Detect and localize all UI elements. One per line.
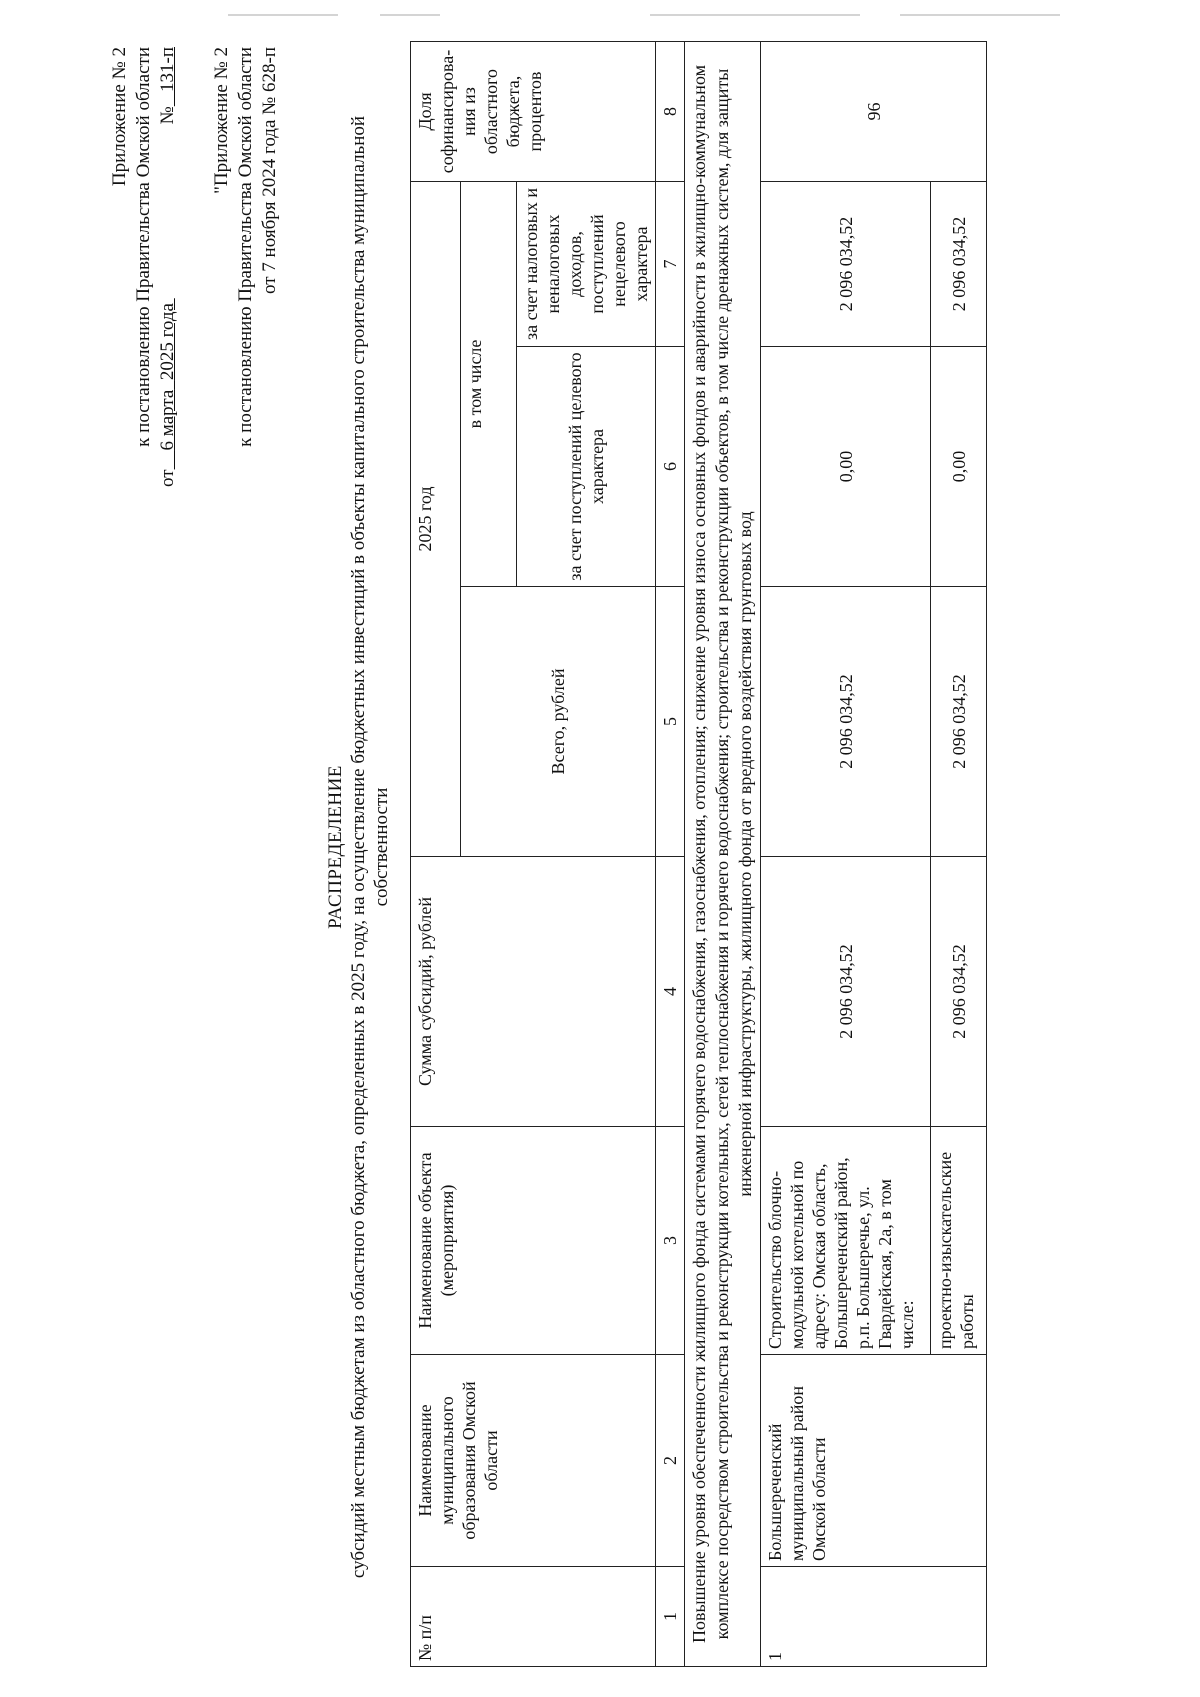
column-number: 6 (656, 347, 685, 587)
distribution-table (410, 41, 987, 1667)
appendix-number: 131-п (157, 47, 178, 92)
table-row (761, 42, 931, 1667)
header-municipality: Наименование муниципального образования Омской области (411, 1355, 656, 1567)
header-tax: за счет налоговых и неналоговых доходов, поступлений нецелевого характера (517, 182, 656, 347)
column-number: 8 (656, 42, 685, 182)
section-title: Повышение уровня обеспеченности жилищного фонда системами горячего водоснабжения, газоснабжения, отопления; снижение уровня износа основных фондов и аварийности в жилищно-коммунальном комплексе посредством строительства и реконструкции котельных, сетей теплоснабжения и горячего водоснабжения; строительства и реконструкции объектов, в том числе дренажных систем, для защиты инженерной инфраструктуры, жилищного фонда от вредного воздействия грунтовых вод (685, 42, 761, 1667)
column-number: 5 (656, 587, 685, 857)
row-targeted: 0,00 (931, 347, 987, 587)
row-object: проектно-изыскательские работы (931, 1127, 987, 1355)
appendix-date: 6 марта 2025 года (157, 303, 178, 451)
appendix-prior-line2: от 7 ноября 2024 года № 628-п (259, 47, 280, 294)
appendix-resolution-line: к постановлению Правительства Омской области (133, 47, 154, 447)
document-heading: РАСПРЕДЕЛЕНИЕ (325, 765, 346, 929)
appendix-prior-line1: к постановлению Правительства Омской области (235, 47, 256, 447)
appendix-current (108, 47, 180, 487)
column-number: 4 (656, 857, 685, 1127)
column-number: 3 (656, 1127, 685, 1355)
row-total: 2 096 034,52 (931, 587, 987, 857)
appendix-date-line (156, 47, 180, 487)
column-number: 2 (656, 1355, 685, 1567)
document-subtitle-2: собственности (371, 787, 392, 907)
row-municipality: Большереченский муниципальный район Омской области (761, 1355, 987, 1567)
header-subsidy: Сумма субсидий, рублей (411, 857, 656, 1127)
row-object: Строительство блочно-модульной котельной по адресу: Омская область, Большереченский район, р.п. Большеречье, ул. Гвардейская, 2а, в том числе: (761, 1127, 931, 1355)
header-no: № п/п (411, 1567, 656, 1667)
section-row (685, 42, 761, 1667)
row-subsidy: 2 096 034,52 (931, 857, 987, 1127)
row-targeted: 0,00 (761, 347, 931, 587)
header-object: Наименование объекта (мероприятия) (411, 1127, 656, 1355)
column-number: 7 (656, 182, 685, 347)
row-share: 96 (761, 42, 987, 182)
header-targeted: за счет поступлений целевого характера (517, 347, 656, 587)
header-total: Всего, рублей (461, 587, 656, 857)
header-including: в том числе (461, 182, 517, 587)
row-total: 2 096 034,52 (761, 587, 931, 857)
document-subtitle-1: субсидий местным бюджетам из областного бюджета, определенных в 2025 году, на осуществление бюджетных инвестиций в объекты капитального строительства муниципальной (348, 115, 369, 1579)
column-number: 1 (656, 1567, 685, 1667)
row-subsidy: 2 096 034,52 (761, 857, 931, 1127)
appendix-title: Приложение № 2 (109, 47, 130, 187)
header-share: Доля софинансирова-ния из областного бюджета, процентов (411, 42, 656, 182)
row-tax: 2 096 034,52 (761, 182, 931, 347)
row-tax: 2 096 034,52 (931, 182, 987, 347)
appendix-prior-title: "Приложение № 2 (211, 47, 232, 194)
row-no: 1 (761, 1567, 987, 1667)
prefix-from: от (157, 469, 178, 487)
column-numbers-row (656, 42, 685, 1667)
header-year: 2025 год (411, 182, 461, 857)
appendix-prior (210, 47, 282, 487)
document-title (324, 37, 393, 1657)
prefix-number: № (157, 106, 178, 125)
